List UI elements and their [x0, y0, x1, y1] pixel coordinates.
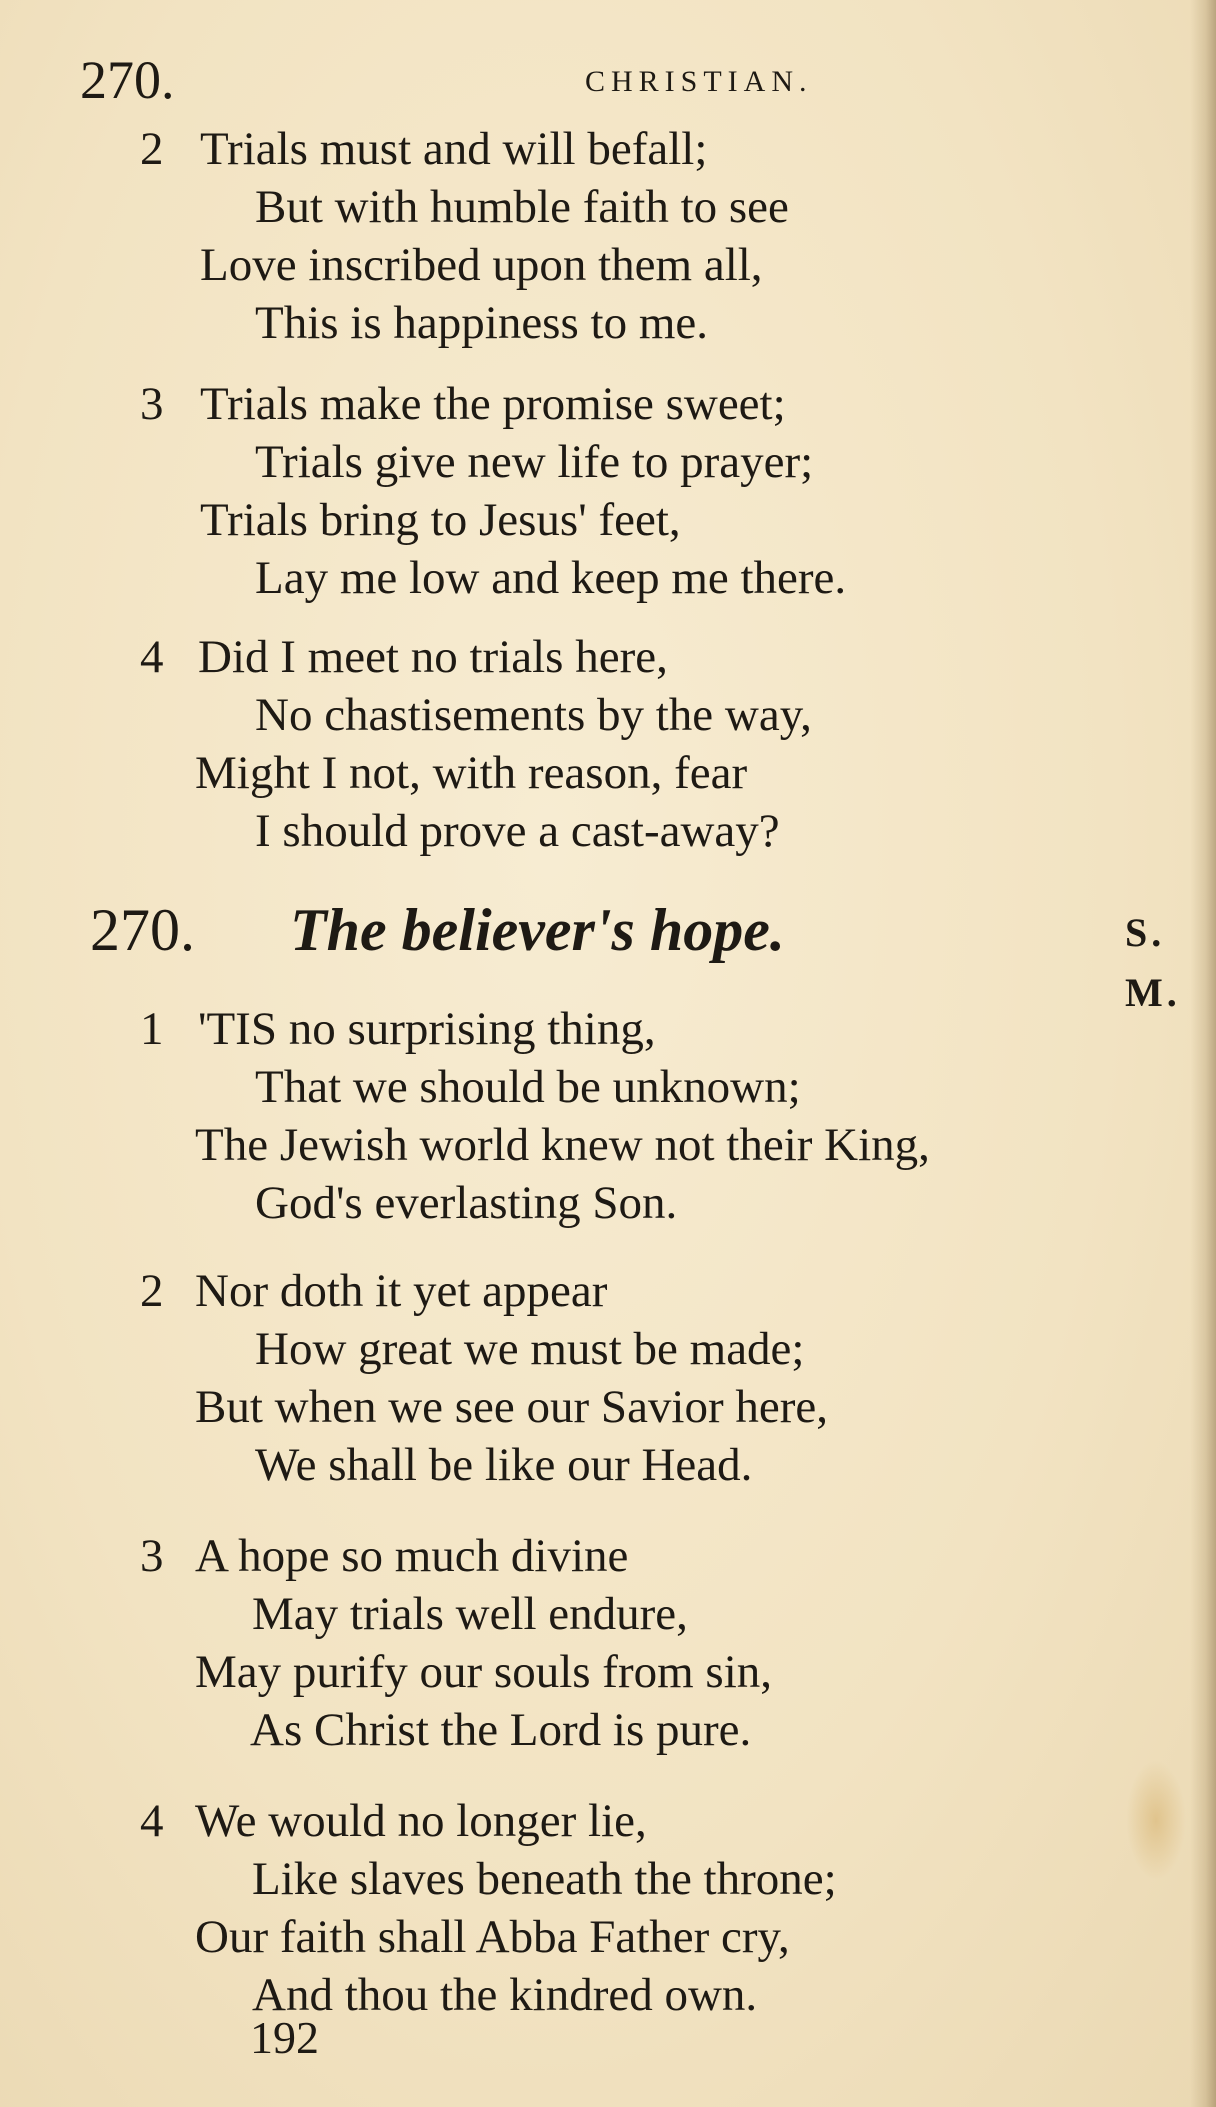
verse-line: Love inscribed upon them all, — [200, 239, 763, 291]
verse-line: Might I not, with reason, fear — [195, 747, 748, 799]
page-edge-shadow — [1190, 0, 1216, 2107]
verse-line: The Jewish world knew not their King, — [195, 1119, 930, 1171]
hymn-number: 270. — [90, 897, 195, 963]
verse-number: 1 — [140, 1003, 164, 1055]
verse-line: Trials must and will befall; — [200, 123, 708, 175]
verse-line: Did I meet no trials here, — [198, 631, 668, 683]
verse-line: But with humble faith to see — [255, 181, 789, 233]
verse-line: That we should be unknown; — [255, 1061, 801, 1113]
header-running-title: CHRISTIAN. — [585, 65, 813, 98]
verse-line: We shall be like our Head. — [255, 1439, 753, 1491]
verse-line: We would no longer lie, — [195, 1795, 647, 1847]
verse-line: Trials bring to Jesus' feet, — [200, 494, 681, 546]
signature-number: 192 — [250, 2012, 319, 2063]
verse-line: I should prove a cast-away? — [255, 805, 780, 857]
verse-line: How great we must be made; — [255, 1323, 805, 1375]
verse-line: A hope so much divine — [195, 1530, 629, 1582]
verse-line: Trials give new life to prayer; — [255, 436, 814, 488]
hymn-title: The believer's hope. — [290, 897, 785, 963]
verse-line: No chastisements by the way, — [255, 689, 812, 741]
verse-line: Trials make the promise sweet; — [200, 378, 786, 430]
header-page-number: 270. — [80, 50, 175, 110]
paper-stain — [1126, 1760, 1186, 1880]
verse-line: God's everlasting Son. — [255, 1177, 678, 1229]
verse-line: But when we see our Savior here, — [195, 1381, 829, 1433]
verse-number: 2 — [140, 1265, 164, 1317]
verse-line: Our faith shall Abba Father cry, — [195, 1911, 790, 1963]
verse-line: Nor doth it yet appear — [195, 1265, 608, 1317]
verse-number: 4 — [140, 631, 164, 683]
verse-number: 3 — [140, 378, 164, 430]
verse-number: 3 — [140, 1530, 164, 1582]
verse-line: Lay me low and keep me there. — [255, 552, 847, 604]
verse-line: This is happiness to me. — [255, 297, 708, 349]
verse-number: 2 — [140, 123, 164, 175]
verse-line: As Christ the Lord is pure. — [250, 1704, 752, 1756]
verse-line: Like slaves beneath the throne; — [252, 1853, 837, 1905]
verse-line: 'TIS no surprising thing, — [198, 1003, 656, 1055]
running-header — [80, 50, 1130, 110]
hymn-heading — [90, 895, 1190, 1015]
verse-line: May purify our souls from sin, — [195, 1646, 773, 1698]
verse-line: And thou the kindred own. — [252, 1969, 758, 2021]
verse-line: May trials well endure, — [252, 1588, 688, 1640]
hymn-meter: S. M. — [1125, 910, 1181, 1015]
verse-number: 4 — [140, 1795, 164, 1847]
